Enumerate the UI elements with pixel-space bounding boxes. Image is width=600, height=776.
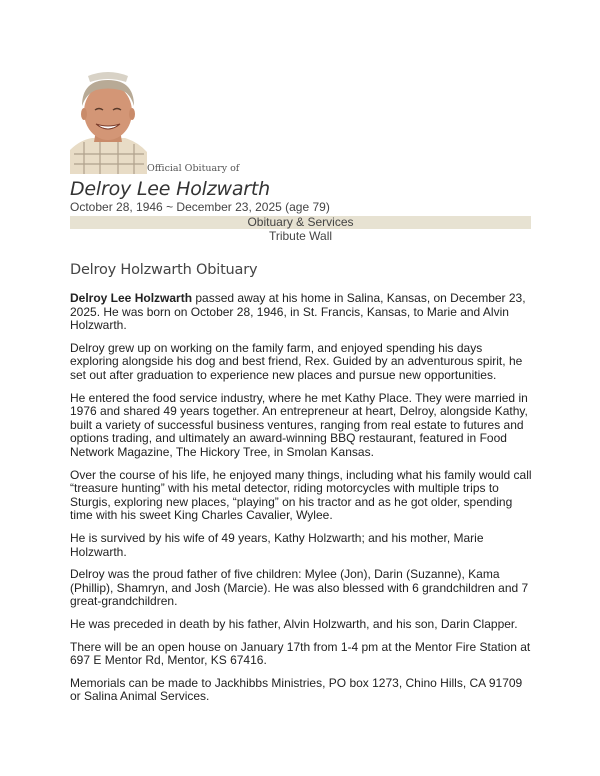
- obituary-lead-text: passed away at his home in Salina, Kansas, on December 23, 2025. He was born on October 28, 1946, in St. Francis, Kansas, to Marie and Alvin Holzwarth.: [70, 291, 526, 333]
- header-row: [70, 70, 532, 174]
- obituary-paragraph: He was preceded in death by his father, Alvin Holzwarth, and his son, Darin Clapper.: [70, 616, 518, 631]
- tab-tribute-wall[interactable]: Tribute Wall: [268, 229, 333, 243]
- obituary-paragraph: [70, 292, 532, 333]
- obituary-paragraph: Memorials can be made to Jackhibbs Ministries, PO box 1273, Chino Hills, CA 91709 or Salina Animal Services.: [70, 675, 523, 704]
- obituary-paragraph: Over the course of his life, he enjoyed many things, including what his family would call “treasure hunting” with his metal detector, riding motorcycles with multiple trips to Sturgis, exploring new places, “playing” on his tractor and as he got older, spending time with his sweet King Charles Cavalier, Wylee.: [70, 467, 532, 523]
- obituary-paragraph: Delroy grew up on working on the family farm, and enjoyed spending his days exploring alongside his dog and best friend, Rex. Guided by an adventurous spirit, he set out after graduation to experience new places and pursue new opportunities.: [70, 340, 523, 382]
- obituary-paragraph: Delroy was the proud father of five children: Mylee (Jon), Darin (Suzanne), Kama (Phillip), Shamryn, and Josh (Marcie). He was also blessed with 6 grandchildren and 7 great-grandchildren.: [70, 567, 529, 609]
- obituary-body: [70, 292, 532, 704]
- tab-obituary-services[interactable]: Obituary & Services: [70, 216, 531, 229]
- obituary-title: Delroy Holzwarth Obituary: [70, 262, 258, 278]
- obituary-paragraph: There will be an open house on January 17th from 1-4 pm at the Mentor Fire Station at 697 E Mentor Rd, Mentor, KS 67416.: [70, 639, 531, 668]
- portrait-photo: [70, 70, 147, 174]
- official-obituary-label: Official Obituary of: [147, 163, 240, 174]
- obituary-page: [70, 70, 532, 713]
- deceased-name: Delroy Lee Holzwarth: [70, 178, 270, 200]
- life-dates: October 28, 1946 ~ December 23, 2025 (age 79): [70, 200, 330, 214]
- obituary-paragraph: He entered the food service industry, where he met Kathy Place. They were married in 1976 and shared 49 years together. An entrepreneur at heart, Delroy, alongside Kathy, built a variety of successful business ventures, ranging from real estate to futures and options trading, and ultimately an award-winning BBQ restaurant, featured in Food Network Magazine, The Hickory Tree, in Smolan Kansas.: [70, 390, 528, 459]
- obituary-lead-name: Delroy Lee Holzwarth: [70, 291, 193, 306]
- obituary-paragraph: He is survived by his wife of 49 years, Kathy Holzwarth; and his mother, Marie Holzwarth.: [70, 530, 484, 559]
